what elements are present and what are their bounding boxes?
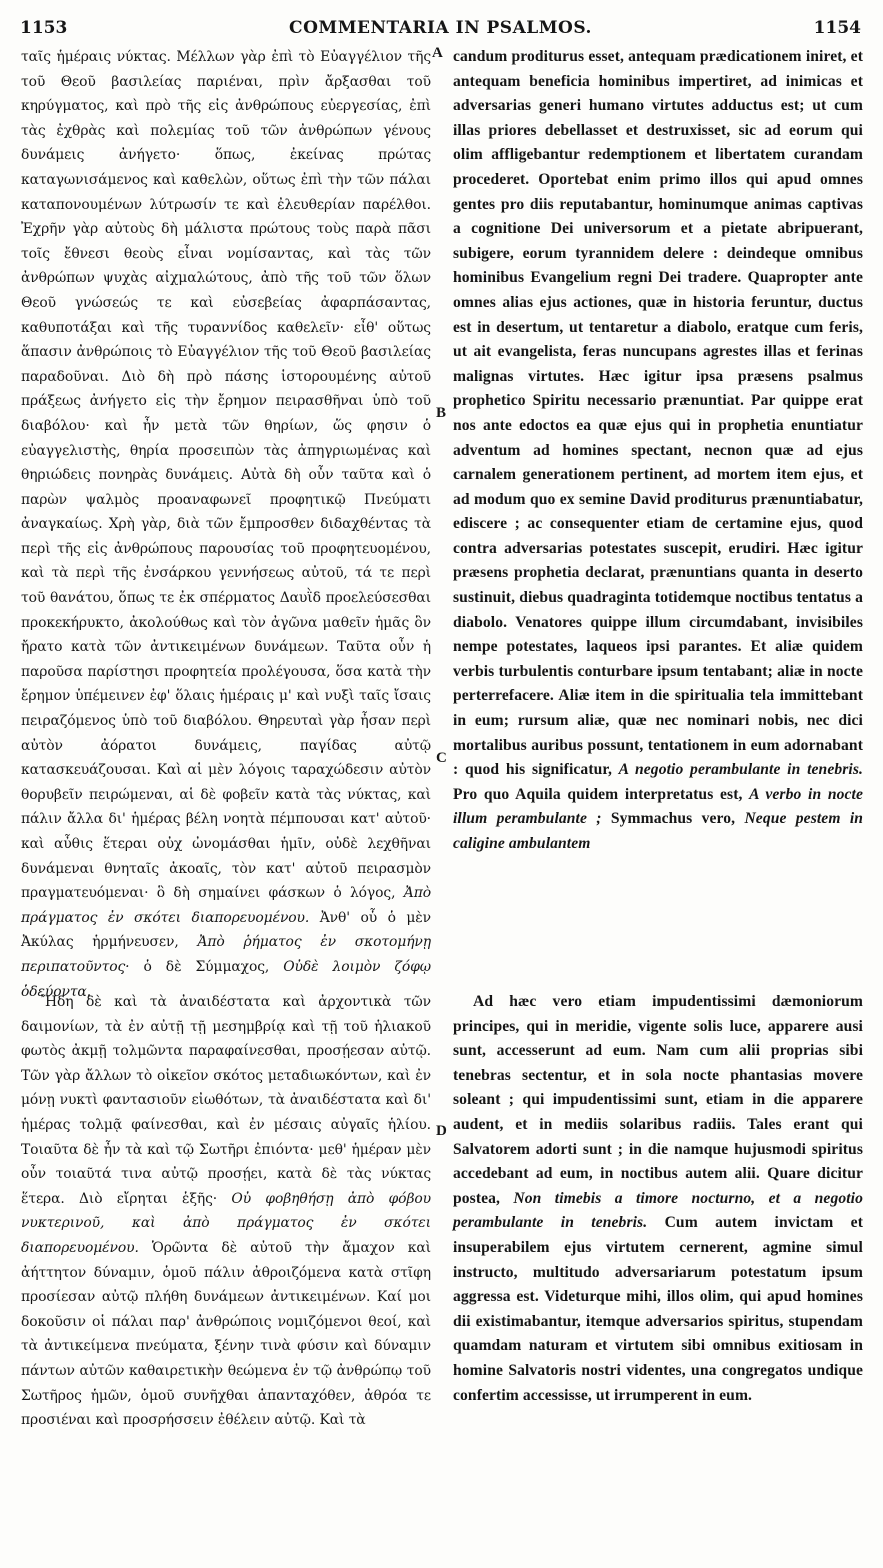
page-number-right: 1154 [813,18,861,38]
latin-paragraph-1 [453,45,863,857]
latin-paragraph-2 [453,990,863,1408]
section-marker-b: B [436,405,447,421]
latin-text-1: candum proditurus esset, antequam prædicationem iniret, et antequam beneficia hominibus impertiret, ad inimicas et adversarias generi humano virtutes adductus est; ut cum illas priores debellasset et destruxisset, sic ad eorum qui olim affligebantur redemptionem et libertatem curandam procederet. Oportebat enim primo illos qui apud omnes gentes pro diis reputabantur, hominumque animas captivas a cognitione Dei universorum et a pietate abripuerant, subigere, eorum tyrannidem delere : deindeque omnibus hominibus Evangelium regni Dei tradere. Quapropter ante omnes alias ejus actiones, quæ in historia feruntur, ductus est in desertum, ut tentaretur a diabolo, eratque cum feris, ut ait evangelista, feras nuncupans agrestes illas et ferinas malignas virtutes. Hæc igitur ipsa præsens psalmus prophetico Spiritu necessario prænuntiat. Par quippe erat nos ante edoctos ea quæ ejus qui in prophetia enuntiatur adventum ad homines spectant, necnon quæ ad ejus carnalem generationem pertinent, ad mortem item ejus, et ad modum quo ex semine David proditurus prænuntiabatur, ediscere ; ac consequenter etiam de certamine ejus, quod contra adversarias potestates suscepit, erudiri. Hæc igitur præsens prophetia declarat, prænuntians quanta in deserto sustinuit, diebus quadraginta totidemque noctibus tentatus a diabolo. Venatores quippe illum circumdabant, invisibiles nempe potestates, laqueos ipsi parantes. Et aliæ quidem verbis turbulentis conturbare ipsum tentabant; aliæ in nocte perterrefacere. Aliæ item in die spiritualia tela immittebant in eum; rursum aliæ, quæ nec nominari nobis, nec dici mortalibus auribus possunt, tentationem in eum adornabant : quod his significatur, [453,48,863,779]
greek-column-top [21,45,431,1004]
greek-text-1: ταῖς ἡμέραις νύκτας. Μέλλων γὰρ ἐπὶ τὸ Εὐαγγέλιον τῆς τοῦ Θεοῦ βασιλείας παριέναι, πρὶν ἄρξασθαι τοῦ κηρύγματος, καὶ πρὸ τῆς εἰς ἀνθρώπους εὐεργεσίας, ἐπὶ τὰς ἐχθρὰς καὶ πολεμίας τοῦ τῶν ἀνθρώπων γένους δυνάμεις ἀνήγετο· ὅπως, ἐκείνας πρώτας καταγωνισάμενος καὶ καθελὼν, οὕτως ἐπὶ τὴν τῶν πάλαι καταπονουμένων λύτρωσίν τε καὶ ἐλευθερίαν παρέλθοι. Ἐχρῆν γὰρ αὐτοὺς δὴ μάλιστα πρώτους τοὺς παρὰ πᾶσι τοῖς ἔθνεσι θεοὺς εἶναι νομίσαντας, καὶ τὰς τῶν ἀνθρώπων ψυχὰς αἰχμαλώτους, ἀπὸ τῆς τοῦ τῶν ὅλων Θεοῦ γνώσεώς τε καὶ εὐσεβείας ἀφαρπάσαντας, καθυποτάξαι καὶ τῆς τυραννίδος καθελεῖν· εἶθ' οὕτως ἅπασιν ἀνθρώποις τὸ Εὐαγγέλιον τῆς τοῦ Θεοῦ βασιλείας παραδοῦναι. Διὸ δὴ πρὸ πάσης ἱστορουμένης αὐτοῦ πράξεως ἀνήγετο εἰς τὴν ἔρημον πειρασθῆναι ὑπὸ τοῦ διαβόλου· καὶ ἦν μετὰ τῶν θηρίων, ὥς φησιν ὁ εὐαγγελιστὴς, θηρία προσειπὼν τὰς ἀπηγριωμένας καὶ θηριώδεις πονηρὰς δυνάμεις. Αὐτὰ δὴ οὖν ταῦτα καὶ ὁ παρὼν ψαλμὸς προαναφωνεῖ προφητικῷ Πνεύματι ἀναγκαίως. Χρὴ γὰρ, διὰ τῶν ἔμπροσθεν διδαχθέντας τὰ περὶ τῆς εἰς ἀνθρώπους παρουσίας τοῦ προφητευομένου, καὶ τὰ περὶ τῆς ἐνσάρκου γεννήσεως αὐτοῦ, τά τε περὶ τοῦ θανάτου, ὅπως τε ἐκ σπέρματος Δαυῒδ προελεύσεσθαι προκεκήρυκτο, ἀκολούθως καὶ τὸν ἀγῶνα μαθεῖν ἡμᾶς ὃν ἤρατο κατὰ τῶν ἀντικειμένων δυνάμεων. Ταῦτα οὖν ἡ παροῦσα παρίστησι προφητεία προλέγουσα, ὅσα κατὰ τὴν ἔρημον ὑπέμεινεν ἐφ' ὅλαις ἡμέραις μ' καὶ νυξὶ ταῖς ἴσαις πειραζόμενος ὑπὸ τοῦ διαβόλου. Θηρευταὶ γὰρ ἦσαν περὶ αὐτὸν ἀόρατοι δυνάμεις, παγίδας αὐτῷ κατασκευάζουσαι. Καὶ αἱ μὲν λόγοις ταραχώδεσιν αὐτὸν θορυβεῖν πειρώμεναι, αἱ δὲ φοβεῖν κατὰ τὰς νύκτας, καὶ πάλιν ἄλλα δι' ἡμέρας βέλη νοητὰ πέμπουσαι κατ' αὐτοῦ· καὶ αὖθις ἕτεραι οὐχ ὠνομάσθαι ἡμῖν, οὐδὲ λεχθῆναι δυνάμεναι θνηταῖς ἀκοαῖς, τὸν κατ' αὐτοῦ πειρασμὸν πραγματευόμεναι· ὃ δὴ σημαίνει φάσκων ὁ λόγος, [21,49,431,902]
latin-text-1c: Symmachus vero, [610,810,736,828]
greek-text-1b: Ἀνθ' οὗ ὁ μὲν Ἀκύλας ἡρμήνευσεν, [21,909,431,951]
section-marker-c: C [436,750,447,766]
greek-paragraph-2 [21,990,431,1433]
section-marker-a: A [432,45,443,61]
latin-text-2a: Ad hæc vero etiam impudentissimi dæmoniorum principes, qui in meridie, vigente solis luce, apparere ausi sunt, accesserunt ad eum. Nam cum alii proprias sibi tenebras sectentur, et in sola nocte phantasias movere soleant ; qui impudentissimi sunt, etiam in die apparere audent, et in mediis solaribus radiis. Tales erant qui Salvatorem adorti sunt ; in die namque hujusmodi spiritus accedebant ad eum, in noctibus autem alii. Quare dicitur postea, [453,993,863,1207]
latin-quote-2: A verbo in nocte illum perambulante ; [453,785,863,828]
greek-text-2a: Ἤδη δὲ καὶ τὰ ἀναιδέστατα καὶ ἀρχοντικὰ τῶν δαιμονίων, τὰ ἐν αὐτῇ τῇ μεσημβρίᾳ καὶ τῇ τοῦ ἡλιακοῦ φωτὸς ἀκμῇ τολμῶντα παραφαίνεσθαι, προσῄεσαν αὐτῷ. Τῶν γὰρ ἄλλων τὸ οἰκεῖον σκότος μεταδιωκόντων, καὶ ἐν μόνῃ νυκτὶ φαντασιοῦν εἰωθότων, τὰ ἀναιδέστατα καὶ δι' ἡμέρας τολμᾷ φαίνεσθαι, καὶ ἐν μέσαις αὐγαῖς ἡλίου. Τοιαῦτα δὲ ἦν τὰ καὶ τῷ Σωτῆρι ἐπιόντα· μεθ' ἡμέραν μὲν οὖν τοιαῦτά τινα αὐτῷ προσῄει, κατὰ δὲ τὰς νύκτας ἕτερα. Διὸ εἴρηται ἑξῆς· [21,994,431,1207]
latin-column-top [453,45,863,857]
latin-column-bottom [453,990,863,1408]
greek-paragraph-1 [21,45,431,1004]
latin-quote-3: Neque pestem in caligine ambulantem [453,810,864,852]
latin-quote-1: A negotio perambulante in tenebris. [618,761,863,779]
greek-quote-1: Ἀπὸ πράγματος ἐν σκότει διαπορευομένου. [21,885,431,926]
greek-column-bottom [21,990,431,1433]
latin-text-1b: Pro quo Aquila quidem interpretatus est, [453,785,743,803]
page-header [20,18,861,40]
greek-quote-3: Οὐδὲ λοιμὸν ζόφῳ ὁδεύοντα. [21,958,431,1000]
page-number-left: 1153 [20,18,68,38]
section-marker-d: D [436,1123,447,1139]
greek-text-2b: Ὁρῶντα δὲ αὐτοῦ τὴν ἄμαχον καὶ ἀήττητον δύναμιν, ὁμοῦ πάλιν ἀθροιζόμενα κατὰ στῖφη προσίεσαν αὐτῷ πλήθη δυνάμεων ἀντικειμένων. Καί μοι δοκοῦσιν οἱ πάλαι παρ' ἀνθρώποις νομιζόμενοι θεοί, καὶ τὰ ἀντικείμενα πνεύματα, ξένην τινὰ φύσιν καὶ δύναμιν πάντων αὐτῶν καθαιρετικὴν θεώμενα ἐν τῷ ἀνθρώπῳ τοῦ Σωτῆρος ἡμῶν, ὁμοῦ συνῆχθαι ἁπανταχόθεν, ἀθρόα τε προσιέναι καὶ προσρήσσειν ἐθέλειν αὐτῷ. Καὶ τὰ [21,1239,431,1429]
latin-quote-4: Non timebis a timore nocturno, et a negotio perambulante in tenebris. [453,1189,863,1232]
greek-quote-4: Οὐ φοβηθήσῃ ἀπὸ φόβου νυκτερινοῦ, καὶ ἀπὸ πράγματος ἐν σκότει διαπορευομένου. [21,1190,431,1256]
latin-text-2b: Cum autem invictam et insuperabilem ejus virtutem cernerent, agmine simul instructo, multitudo adversariarum potestatum ipsum aggressa est. Videturque mihi, illos olim, qui apud homines dii existimabantur, itemque adversarios spiritus, stupendam quamdam naturam et virtutem sibi omnibus exitiosam in homine Salvatoris nostri videntes, una congregatos undique confertim accessisse, ut irrumperent in eum. [453,1214,863,1404]
greek-text-1c: ὁ δὲ Σύμμαχος, [143,958,270,975]
running-title: COMMENTARIA IN PSALMOS. [289,18,592,38]
greek-quote-2: Ἀπὸ ῥήματος ἐν σκοτομήνῃ περιπατοῦντος· [21,934,431,975]
